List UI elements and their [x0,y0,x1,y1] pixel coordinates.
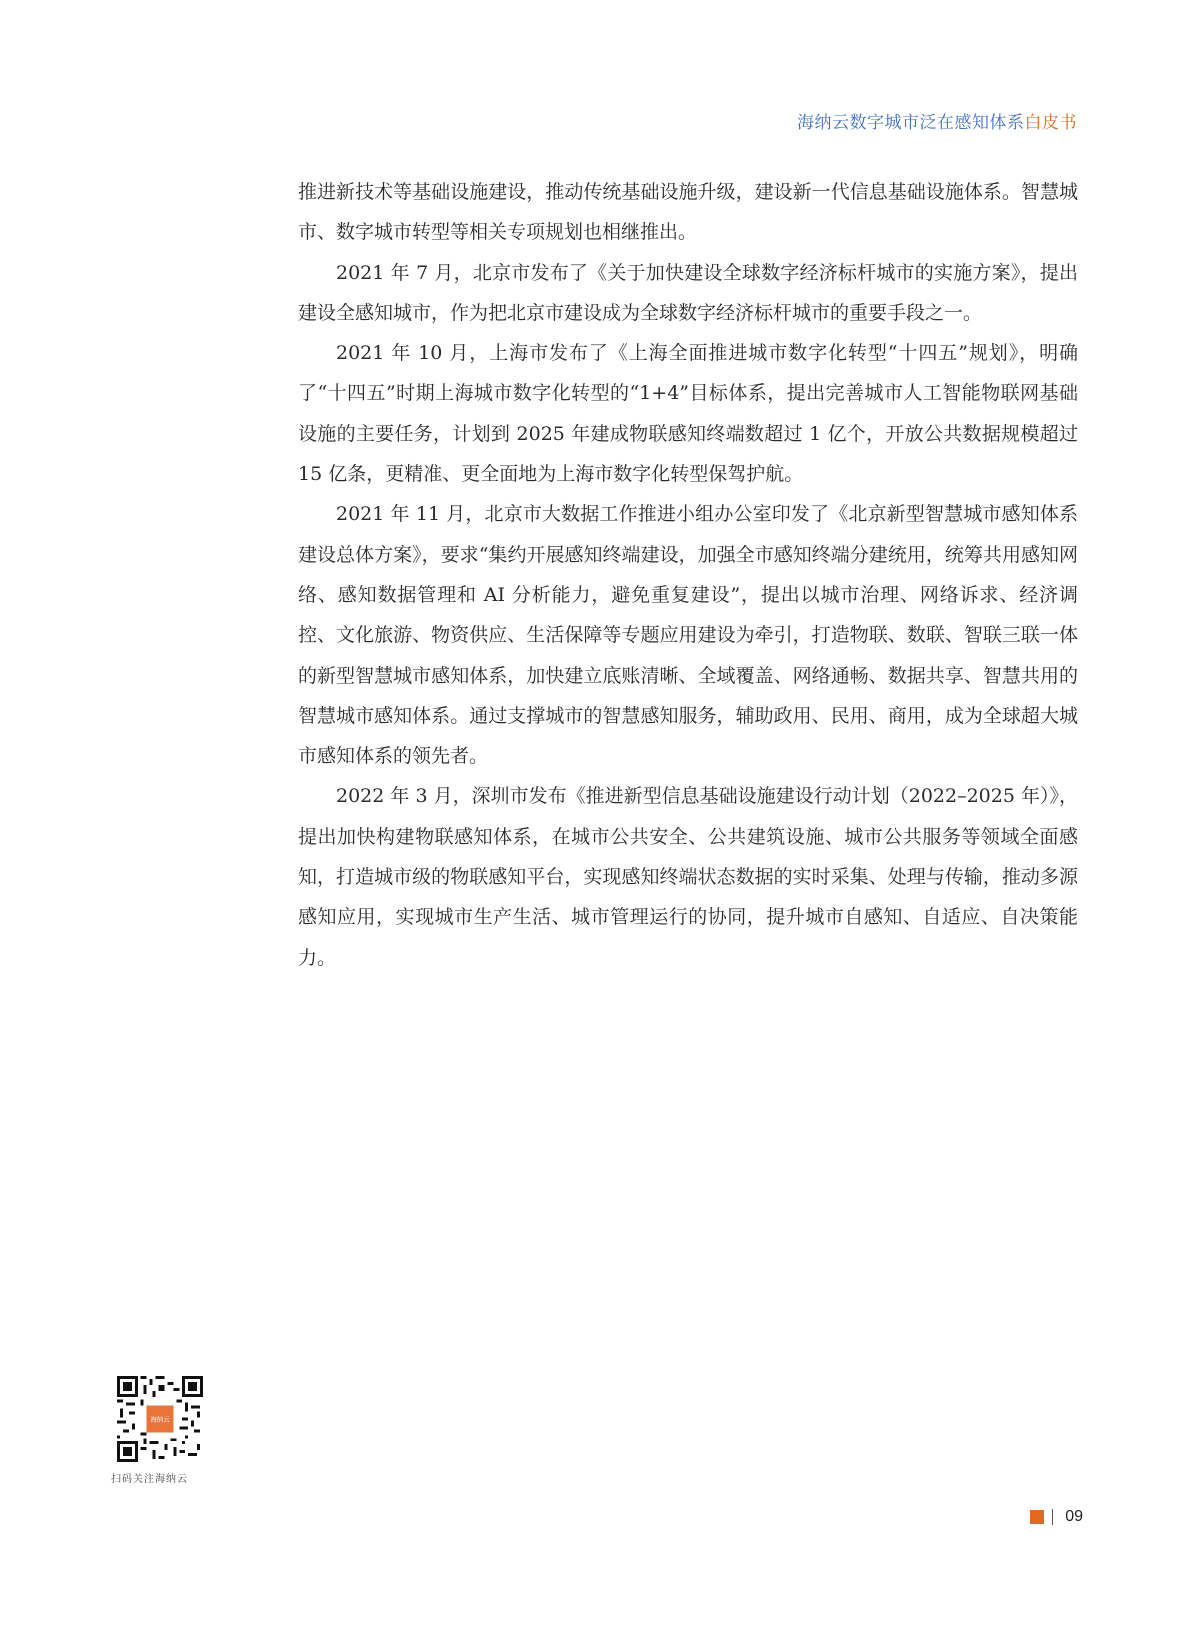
paragraph-shenzhen-2022-03: 2022 年 3 月，深圳市发布《推进新型信息基础设施建设行动计划（2022–2025 年）》，提出加快构建物联感知体系，在城市公共安全、公共建筑设施、城市公共服务等领域全面感知，打造城市级的物联感知平台，实现感知终端状态数据的实时采集、处理与传输，推动多源感知应用，实现城市生产生活、城市管理运行的协同，提升城市自感知、自适应、自决策能力。 [298,785,1078,969]
page-number-block [1030,1508,1083,1526]
paragraph-beijing-2021-11: 2021 年 11 月，北京市大数据工作推进小组办公室印发了《北京新型智慧城市感知体系建设总体方案》，要求“集约开展感知终端建设，加强全市感知终端分建统用，统筹共用感知网络、感知数据管理和 AI 分析能力，避免重复建设”，提出以城市治理、网络诉求、经济调控、文化旅游、物资供应、生活保障等专题应用建设为牵引，打造物联、数联、智联三联一体的新型智慧城市感知体系，加快建立底账清晰、全域覆盖、网络通畅、数据共享、智慧共用的智慧城市感知体系。通过支撑城市的智慧感知服务，辅助政用、民用、商用，成为全球超大城市感知体系的领先者。 [298,503,1078,768]
orange-square-icon [1030,1510,1044,1524]
body-text [298,172,1078,978]
divider [1052,1509,1053,1525]
header-title-main: 海纳云数字城市泛在感知体系 [797,113,1025,133]
header-title-accent: 白皮书 [1024,113,1077,133]
qr-caption: 扫码关注海纳云 [111,1474,188,1485]
paragraph-continued: 推进新技术等基础设施建设，推动传统基础设施升级，建设新一代信息基础设施体系。智慧城市、数字城市转型等相关专项规划也相继推出。 [298,181,1078,244]
running-header [797,108,1077,133]
qr-logo-text: 海纳云 [150,1415,170,1424]
paragraph-shanghai-2021-10: 2021 年 10 月，上海市发布了《上海全面推进城市数字化转型“十四五”规划》，明确了“十四五”时期上海城市数字化转型的“1+4”目标体系，提出完善城市人工智能物联网基础设施的主要任务，计划到 2025 年建成物联感知终端数超过 1 亿个，开放公共数据规模超过 15 亿条，更精准、更全面地为上海市数字化转型保驾护航。 [298,342,1078,486]
paragraph-beijing-2021-07: 2021 年 7 月，北京市发布了《关于加快建设全球数字经济标杆城市的实施方案》，提出建设全感知城市，作为把北京市建设成为全球数字经济标杆城市的重要手段之一。 [298,261,1078,324]
qr-code-icon[interactable] [117,1376,203,1462]
page-number: 09 [1065,1508,1083,1525]
